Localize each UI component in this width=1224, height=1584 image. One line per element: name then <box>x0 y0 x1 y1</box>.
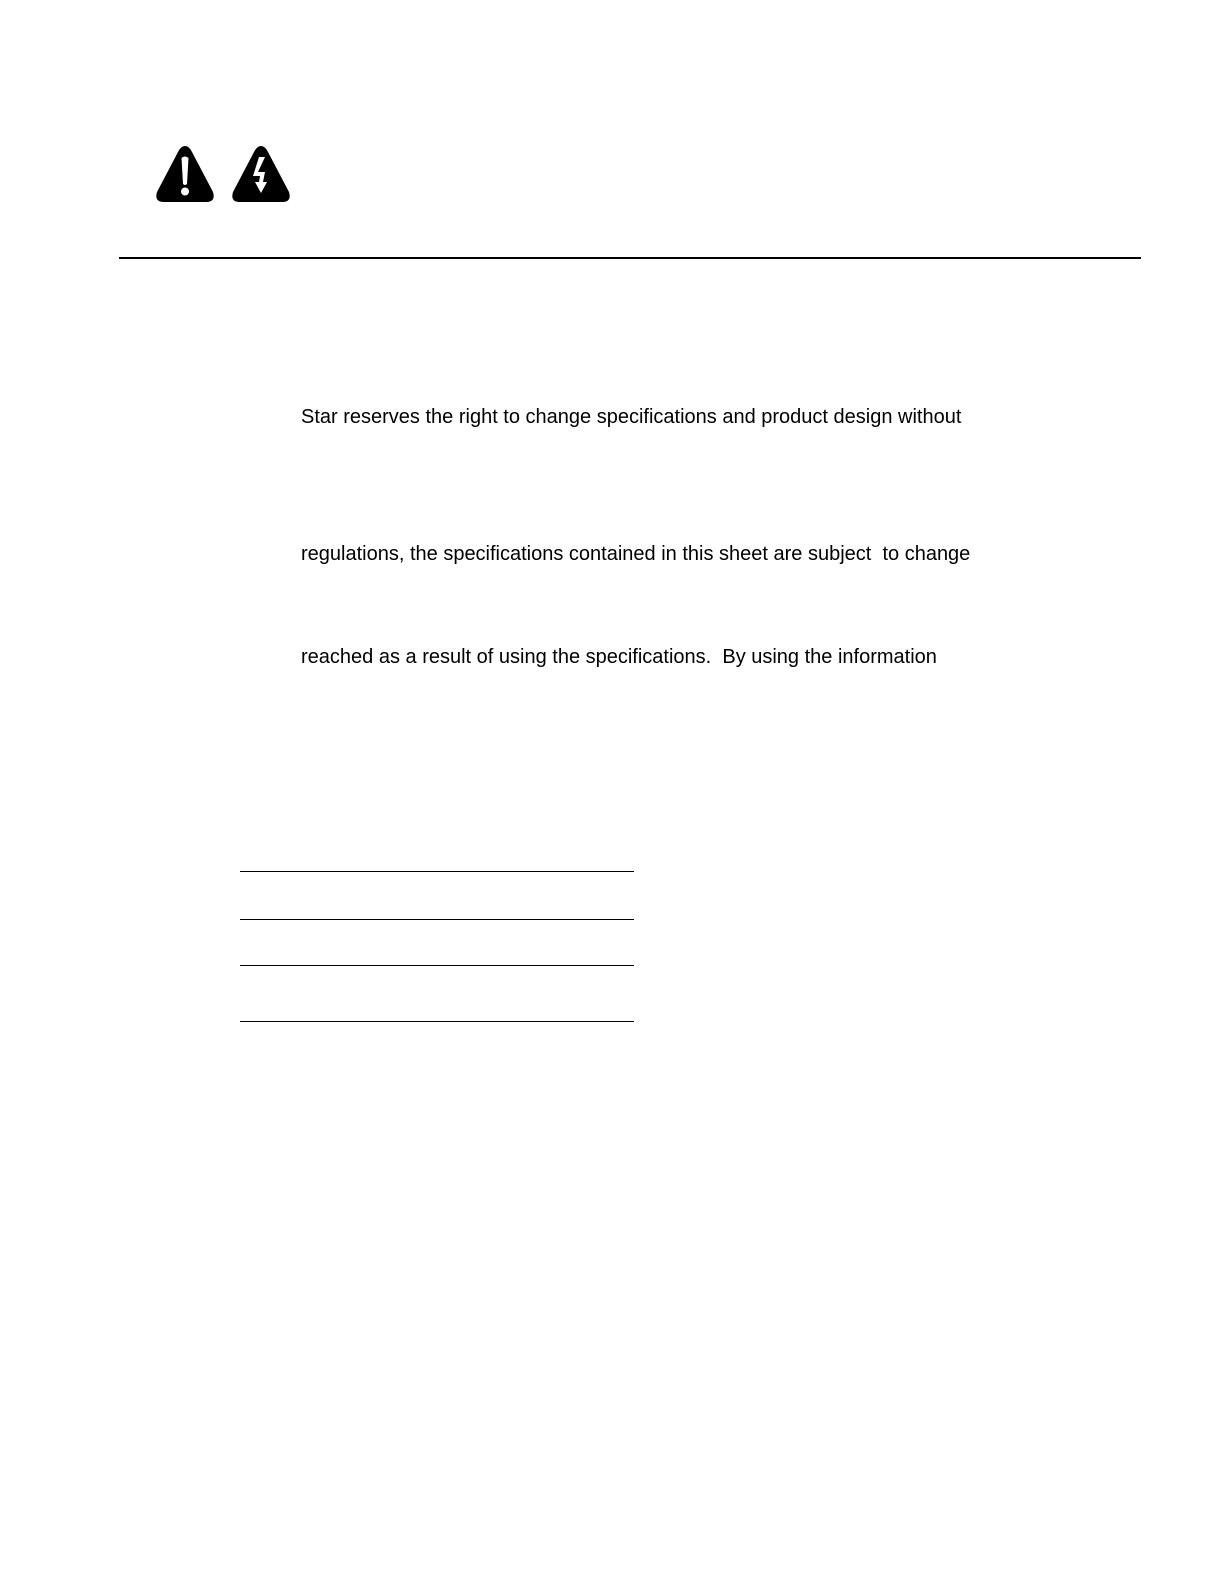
body-text-line: reached as a result of using the specifications. By using the information <box>301 646 937 668</box>
body-text-line: regulations, the specifications contained in this sheet are subject to change <box>301 543 971 565</box>
warning-exclamation-icon <box>154 144 216 204</box>
blank-form-line <box>240 919 634 920</box>
electrical-shock-icon <box>230 144 292 204</box>
blank-form-line <box>240 965 634 966</box>
blank-form-line <box>240 871 634 872</box>
blank-form-line <box>240 1021 634 1022</box>
header-rule <box>119 257 1141 259</box>
body-text-line: Star reserves the right to change specifications and product design without <box>301 406 962 428</box>
